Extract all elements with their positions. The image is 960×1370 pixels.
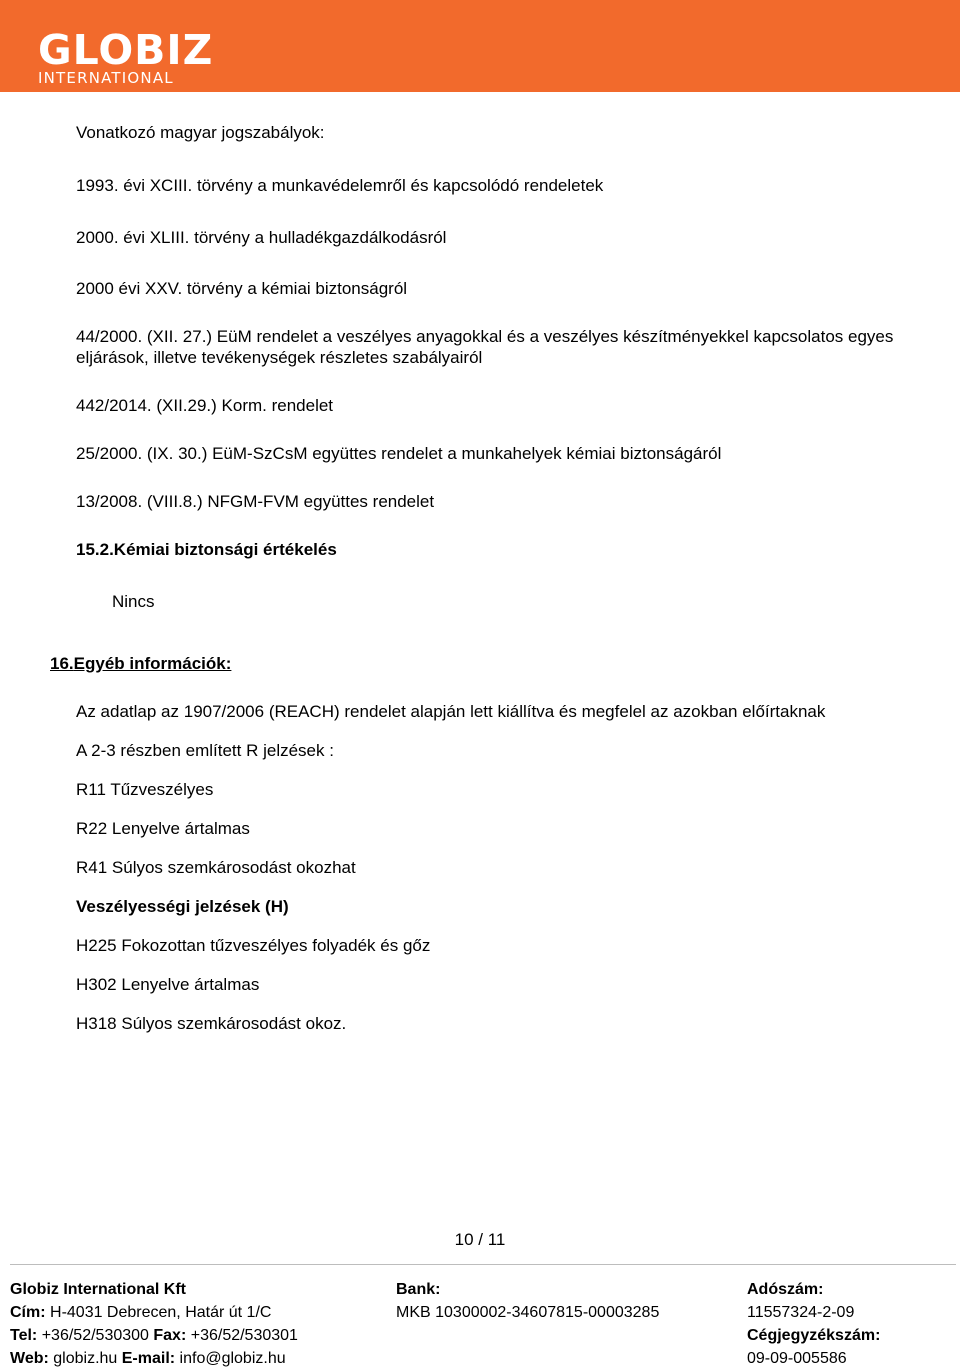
footer-email-value[interactable]: info@globiz.hu xyxy=(175,1350,286,1367)
info-line: Az adatlap az 1907/2006 (REACH) rendelet alapján lett kiállítva és megfelel az azokban előírtaknak xyxy=(76,702,826,721)
logo-sub-text: INTERNATIONAL xyxy=(38,69,174,87)
header-bar xyxy=(0,0,960,92)
info-line: R11 Tűzveszélyes xyxy=(76,780,214,799)
footer-fax-label: Fax: xyxy=(153,1327,187,1344)
footer-address-label: Cím: xyxy=(10,1304,46,1321)
footer-reg-label: Cégjegyzékszám: xyxy=(747,1327,881,1344)
footer-bank-value: MKB 10300002-34607815-00003285 xyxy=(396,1304,660,1321)
footer-company-block xyxy=(10,1278,298,1370)
footer-divider xyxy=(10,1264,956,1265)
law-item: eljárások, illetve tevékenységek részletes szabályairól xyxy=(76,348,483,367)
footer-fax-value: +36/52/530301 xyxy=(186,1327,298,1344)
footer-phone xyxy=(10,1324,298,1347)
section-16-title: Egyéb információk: xyxy=(73,654,232,673)
info-line: R22 Lenyelve ártalmas xyxy=(76,819,250,838)
hazard-heading: Veszélyességi jelzések (H) xyxy=(76,897,289,916)
footer-tax-label: Adószám: xyxy=(747,1281,824,1298)
laws-heading: Vonatkozó magyar jogszabályok: xyxy=(76,123,325,142)
footer-web-value[interactable]: globiz.hu xyxy=(48,1350,122,1367)
footer-email-label: E-mail: xyxy=(121,1350,176,1367)
page-number: 10 / 11 xyxy=(454,1230,506,1249)
globiz-logo xyxy=(38,26,214,87)
footer-address xyxy=(10,1301,298,1324)
law-item: 25/2000. (IX. 30.) EüM-SzCsM együttes rendelet a munkahelyek kémiai biztonságáról xyxy=(76,444,722,463)
info-line: R41 Súlyos szemkárosodást okozhat xyxy=(76,858,356,877)
hazard-line: H318 Súlyos szemkárosodást okoz. xyxy=(76,1014,347,1033)
hazard-line: H225 Fokozottan tűzveszélyes folyadék és gőz xyxy=(76,936,431,955)
hazard-line: H302 Lenyelve ártalmas xyxy=(76,975,260,994)
section-15-2-title: 15.2.Kémiai biztonsági értékelés xyxy=(76,540,337,559)
info-line: A 2-3 részben említett R jelzések : xyxy=(76,741,334,760)
law-item: 13/2008. (VIII.8.) NFGM-FVM együttes rendelet xyxy=(76,492,435,511)
footer-tel-label: Tel: xyxy=(10,1327,38,1344)
footer-web xyxy=(10,1347,298,1370)
section-16-heading xyxy=(50,654,231,674)
footer-reg-value: 09-09-005586 xyxy=(747,1350,847,1367)
footer-address-value: H-4031 Debrecen, Határ út 1/C xyxy=(45,1304,272,1321)
footer-bank-label: Bank: xyxy=(396,1281,441,1298)
footer-web-label: Web: xyxy=(10,1350,49,1367)
section-16-number: 16. xyxy=(50,654,74,673)
law-item: 2000. évi XLIII. törvény a hulladékgazdálkodásról xyxy=(76,228,447,247)
logo-main-text: GLOBIZ xyxy=(38,26,214,74)
law-item: 442/2014. (XII.29.) Korm. rendelet xyxy=(76,396,334,415)
law-item: 1993. évi XCIII. törvény a munkavédelemről és kapcsolódó rendeletek xyxy=(76,176,604,195)
footer-bank-block xyxy=(396,1278,659,1324)
law-item: 2000 évi XXV. törvény a kémiai biztonságról xyxy=(76,279,408,298)
footer-company-name: Globiz International Kft xyxy=(10,1281,186,1298)
footer-tax-value: 11557324-2-09 xyxy=(747,1304,855,1321)
footer-tel-value: +36/52/530300 xyxy=(37,1327,154,1344)
section-15-2-value: Nincs xyxy=(112,592,155,611)
footer-tax-block xyxy=(747,1278,880,1370)
law-item: 44/2000. (XII. 27.) EüM rendelet a veszélyes anyagokkal és a veszélyes készítményekkel kapcsolatos egyes xyxy=(76,327,894,346)
